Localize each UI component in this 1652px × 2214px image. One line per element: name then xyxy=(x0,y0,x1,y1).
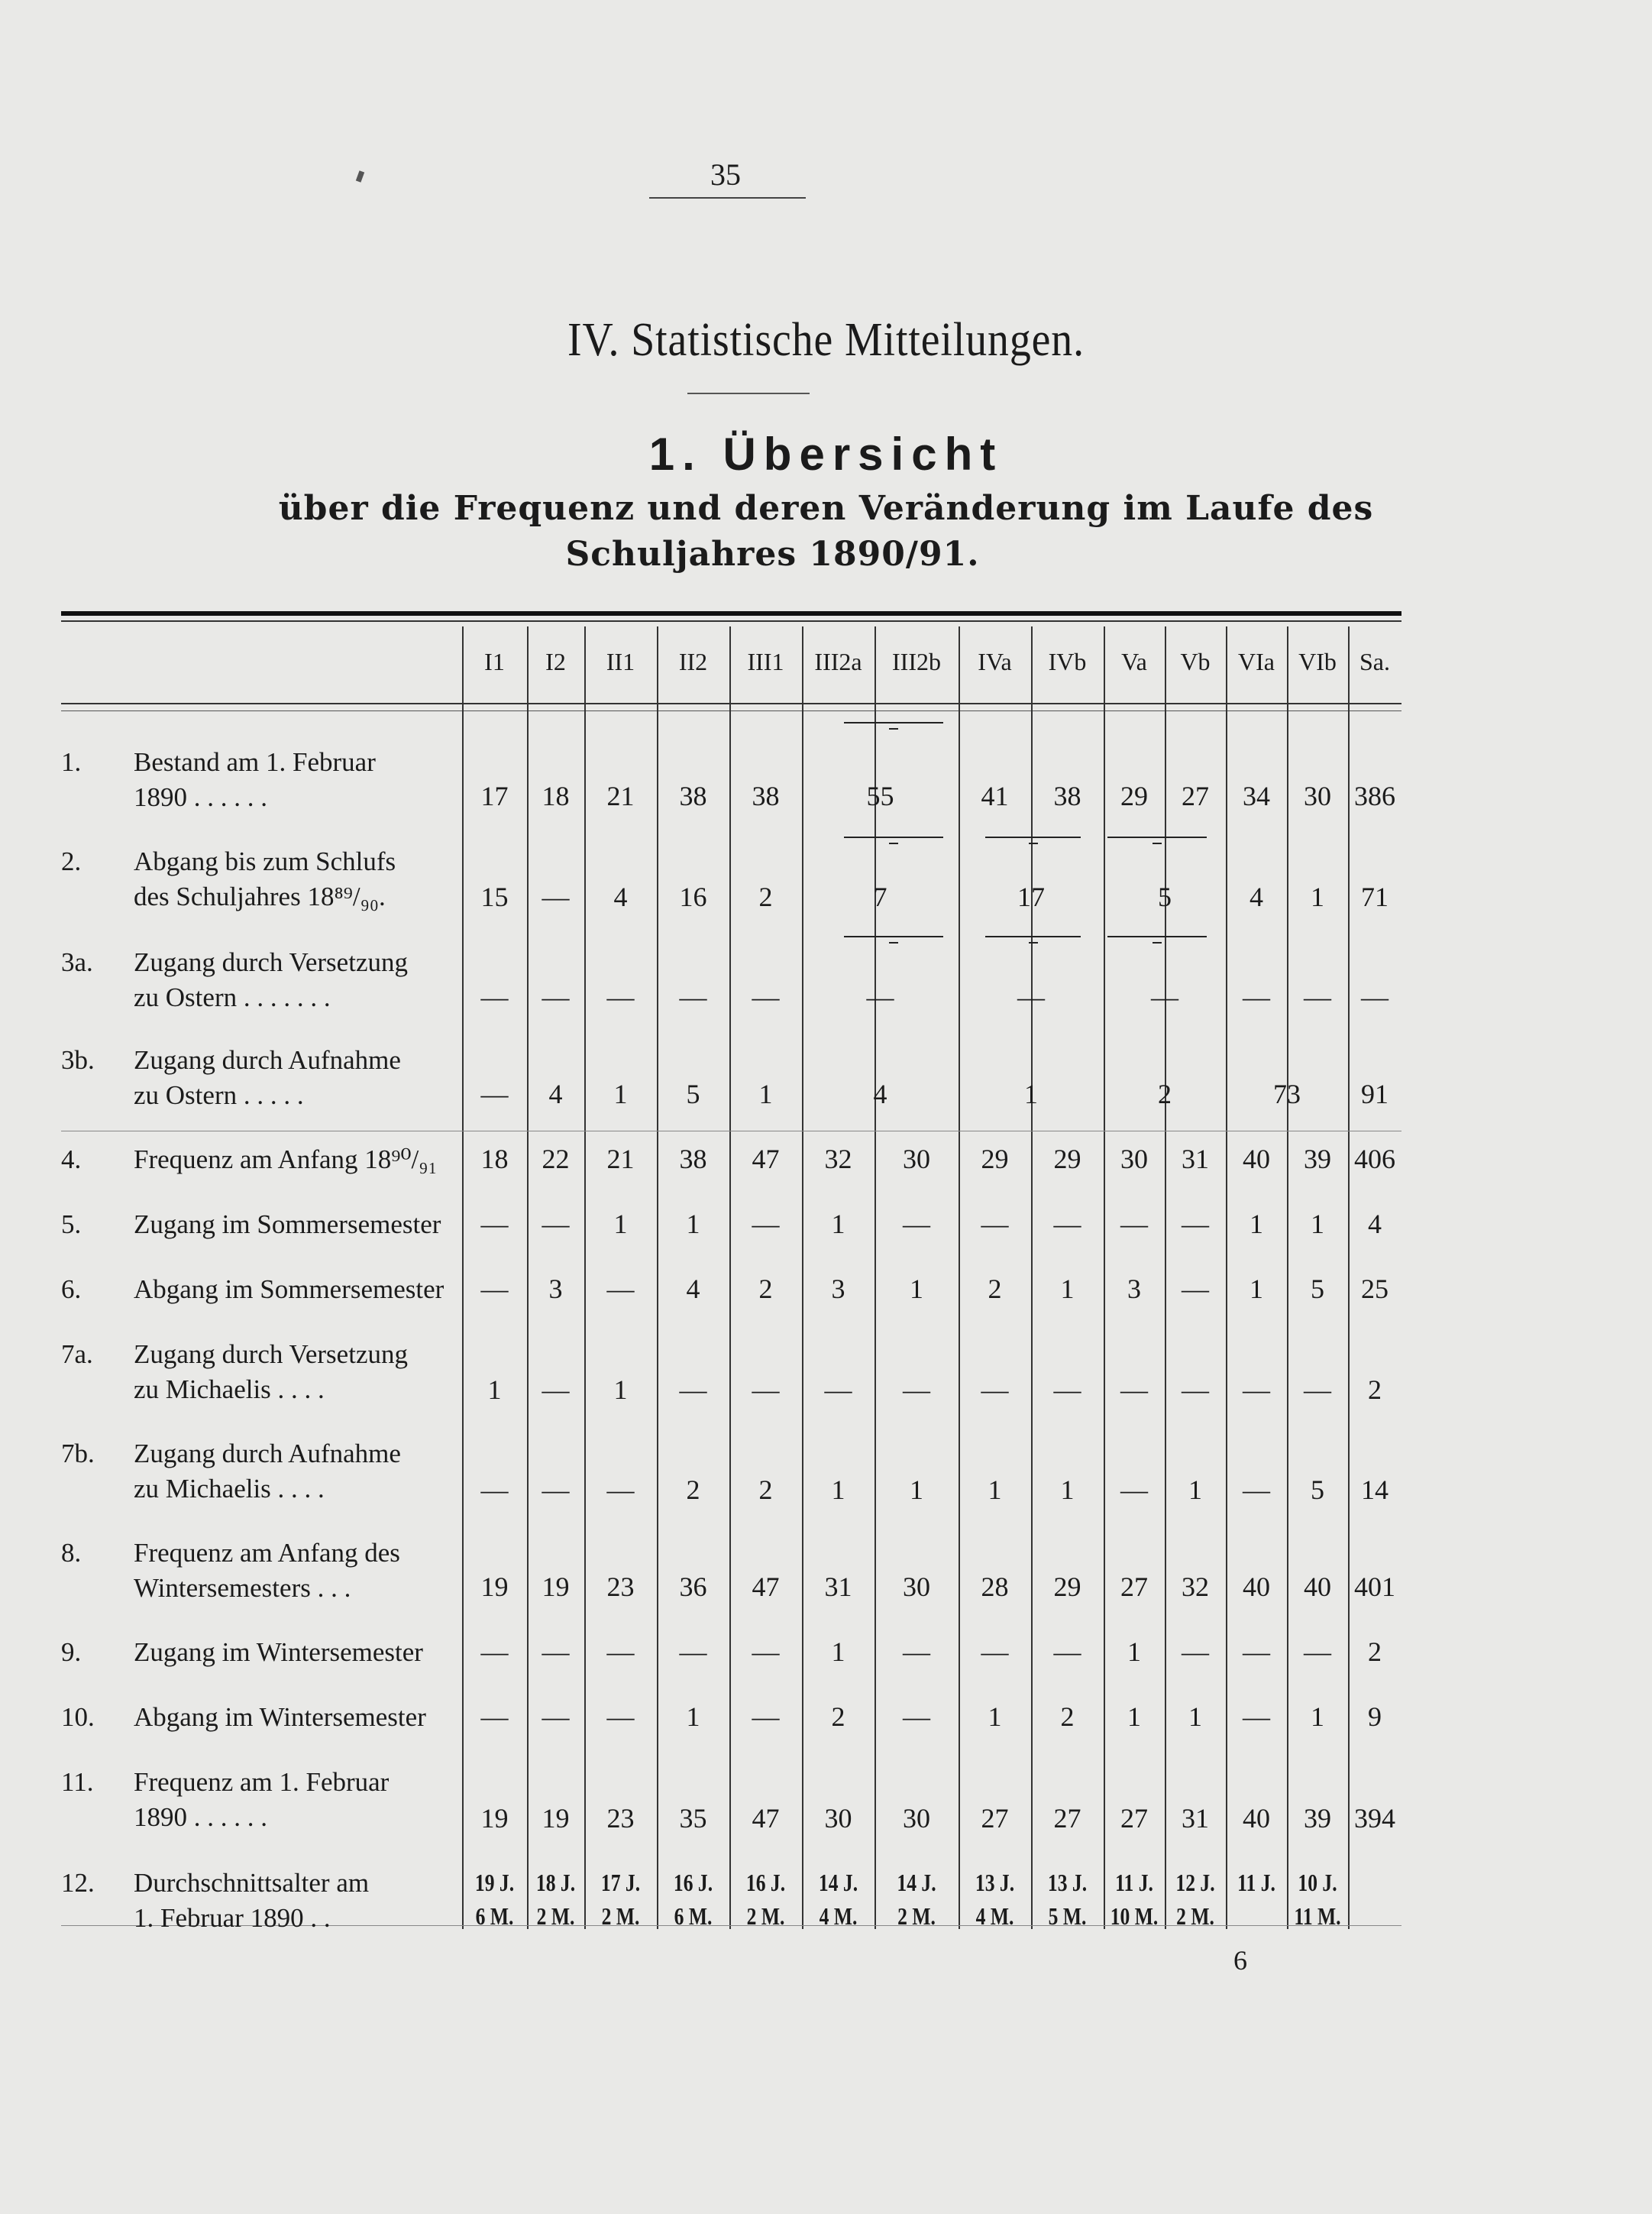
table-cell: 71 xyxy=(1361,882,1389,912)
row-label-line2: des Schuljahres 18⁸⁹/₉₀. xyxy=(134,882,386,911)
column-header: I2 xyxy=(545,648,566,675)
table-cell: — xyxy=(981,1636,1009,1667)
table-cell: 28 xyxy=(981,1571,1009,1602)
row-number: 5. xyxy=(61,1209,82,1239)
table-cell: 39 xyxy=(1304,1803,1331,1834)
row-label-line1: Abgang im Sommersemester xyxy=(134,1274,445,1304)
table-cell: 4 xyxy=(1368,1209,1382,1239)
table-cell: 32 xyxy=(1182,1571,1209,1602)
table-cell: — xyxy=(1304,982,1331,1012)
table-cell: 2 xyxy=(1368,1636,1382,1667)
row-label xyxy=(61,844,396,914)
table-cell: — xyxy=(679,1374,707,1405)
age-cell xyxy=(810,1866,868,1933)
table-cell: — xyxy=(1304,1374,1331,1405)
table-cell: 1 xyxy=(487,1374,502,1405)
row-label-line1: Abgang im Wintersemester xyxy=(134,1702,426,1732)
table-cell: — xyxy=(824,1374,852,1405)
table-cell: — xyxy=(480,982,509,1012)
row-label xyxy=(61,1700,426,1735)
column-header: II1 xyxy=(606,648,635,675)
table-cell: 31 xyxy=(1182,1803,1209,1834)
page-number: 35 xyxy=(710,157,741,192)
table-cell: 23 xyxy=(606,1571,635,1602)
table-cell: — xyxy=(1182,1274,1209,1304)
row-label xyxy=(61,945,408,1015)
table-cell: 91 xyxy=(1361,1079,1389,1109)
age-years: 19 J. xyxy=(474,1869,515,1896)
merge-brace xyxy=(844,722,943,734)
table-cell: 394 xyxy=(1354,1803,1395,1834)
description-line-2: Schuljahres 1890/91. xyxy=(565,535,980,574)
table-cell: 1 xyxy=(1311,882,1324,912)
table-cell: 19 xyxy=(480,1803,509,1834)
row-number: 10. xyxy=(61,1702,95,1732)
table-cell: 30 xyxy=(824,1803,852,1834)
table-cell: — xyxy=(1182,1209,1209,1239)
table-cell: — xyxy=(1120,1209,1148,1239)
table-cell: — xyxy=(679,1636,707,1667)
age-years: 16 J. xyxy=(745,1869,786,1896)
table-cell: 27 xyxy=(981,1803,1009,1834)
table-cell: — xyxy=(606,982,635,1012)
table-cell: — xyxy=(542,882,570,912)
table-cell: 15 xyxy=(480,882,509,912)
age-cell xyxy=(664,1866,723,1933)
table-cell: — xyxy=(542,1474,570,1505)
table-cell: 5 xyxy=(1158,882,1172,912)
table-cell: 19 xyxy=(480,1571,509,1602)
table-cell: — xyxy=(606,1636,635,1667)
table-cell: 29 xyxy=(1053,1144,1081,1174)
table-cell: 4 xyxy=(1250,882,1263,912)
column-header: Sa. xyxy=(1359,648,1390,675)
table-cell: 1 xyxy=(1250,1209,1263,1239)
row-label-line1: Zugang durch Aufnahme xyxy=(134,1045,401,1075)
table-cell: 1 xyxy=(686,1701,700,1732)
age-cell xyxy=(1110,1866,1159,1933)
table-cell: — xyxy=(542,1209,570,1239)
table-cell: 29 xyxy=(981,1144,1009,1174)
row-label-line1: Zugang durch Versetzung xyxy=(134,947,408,977)
table-cell: 1 xyxy=(613,1079,628,1109)
table-cell: 1 xyxy=(1188,1474,1202,1505)
row-number: 7a. xyxy=(61,1339,93,1369)
age-cell xyxy=(592,1866,650,1933)
table-cell: 1 xyxy=(1188,1701,1202,1732)
table-cell: — xyxy=(480,1636,509,1667)
table-cell: 29 xyxy=(1053,1571,1081,1602)
table-cell: 40 xyxy=(1243,1144,1270,1174)
column-header: III2b xyxy=(892,648,941,675)
table-cell: — xyxy=(1243,1374,1270,1405)
row-label xyxy=(61,1866,369,1936)
merge-brace xyxy=(985,936,1081,948)
age-cell xyxy=(1039,1866,1097,1933)
age-years: 12 J. xyxy=(1175,1869,1215,1896)
row-label xyxy=(61,1337,408,1407)
age-months: 4 M. xyxy=(819,1902,858,1930)
table-cell: 40 xyxy=(1243,1803,1270,1834)
header-bottom-rule-thin xyxy=(61,710,1401,711)
table-cell: 1 xyxy=(831,1209,845,1239)
table-cell: — xyxy=(606,1701,635,1732)
table-cell: 30 xyxy=(903,1571,930,1602)
table-cell: 55 xyxy=(866,781,894,811)
table-cell: 47 xyxy=(752,1144,780,1174)
table-cell: 3 xyxy=(831,1274,845,1304)
table-cell: 5 xyxy=(1311,1274,1324,1304)
table-cell: — xyxy=(1182,1374,1209,1405)
row-label-line1: Frequenz am Anfang des xyxy=(134,1538,400,1568)
row-label-line2: Wintersemesters . . . xyxy=(134,1573,351,1603)
table-cell: — xyxy=(903,1701,930,1732)
table-cell: 21 xyxy=(606,1144,635,1174)
table-cell: 386 xyxy=(1354,781,1395,811)
table-cell: 18 xyxy=(480,1144,509,1174)
row-label-line2: 1. Februar 1890 . . xyxy=(134,1903,331,1933)
row-number: 11. xyxy=(61,1767,94,1797)
age-months: 11 M. xyxy=(1294,1902,1341,1930)
table-cell: — xyxy=(542,1701,570,1732)
table-cell: — xyxy=(752,1636,780,1667)
age-cell xyxy=(469,1866,521,1933)
table-cell: — xyxy=(480,1474,509,1505)
table-cell: 38 xyxy=(679,1144,707,1174)
column-header: Va xyxy=(1121,648,1147,675)
table-cell: — xyxy=(480,1274,509,1304)
table-cell: 4 xyxy=(548,1079,563,1109)
row-label-line1: Abgang bis zum Schlufs xyxy=(134,846,396,876)
section-title: IV. Statistische Mitteilungen. xyxy=(567,314,1085,366)
age-years: 17 J. xyxy=(600,1869,641,1896)
age-years: 16 J. xyxy=(673,1869,713,1896)
table-cell: 2 xyxy=(1060,1701,1075,1732)
table-cell: 1 xyxy=(613,1374,628,1405)
table-cell: 3 xyxy=(1127,1274,1141,1304)
table-cell: — xyxy=(480,1079,509,1109)
table-cell: 30 xyxy=(903,1803,930,1834)
table-cell: 30 xyxy=(1304,781,1331,811)
table-cell: — xyxy=(542,1636,570,1667)
table-cell: — xyxy=(606,1474,635,1505)
table-cell: 14 xyxy=(1361,1474,1389,1505)
table-cell: 1 xyxy=(1311,1209,1324,1239)
table-cell: 2 xyxy=(988,1274,1002,1304)
row-number: 9. xyxy=(61,1637,82,1667)
row-label xyxy=(61,745,376,815)
table-cell: — xyxy=(1053,1374,1081,1405)
table-cell: 17 xyxy=(480,781,509,811)
column-header: IVb xyxy=(1048,648,1087,675)
column-header: II2 xyxy=(678,648,708,675)
table-cell: 17 xyxy=(1017,882,1045,912)
table-cell: 1 xyxy=(1024,1079,1038,1109)
row-label-line2: zu Michaelis . . . . xyxy=(134,1474,325,1504)
table-cell: 7 xyxy=(873,882,887,912)
row-label-line2: zu Ostern . . . . . xyxy=(134,1080,304,1110)
column-header: VIa xyxy=(1238,648,1275,675)
table-cell: — xyxy=(903,1209,930,1239)
table-cell: 1 xyxy=(613,1209,628,1239)
age-months: 10 M. xyxy=(1110,1902,1159,1930)
header-bottom-rule xyxy=(61,703,1401,704)
table-cell: 2 xyxy=(686,1474,700,1505)
title-rule xyxy=(687,393,810,394)
row-label-line2: 1890 . . . . . . xyxy=(134,1802,267,1832)
column-header: III2a xyxy=(814,648,862,675)
table-cell: — xyxy=(866,982,894,1012)
merge-brace xyxy=(844,837,943,849)
age-months: 2 M. xyxy=(536,1902,575,1930)
table-cell: 41 xyxy=(981,781,1009,811)
age-cell xyxy=(737,1866,795,1933)
table-cell: 1 xyxy=(910,1474,923,1505)
subsection-title: 1. Übersicht xyxy=(648,429,1004,480)
table-cell: 38 xyxy=(752,781,780,811)
table-cell: 27 xyxy=(1120,1571,1148,1602)
table-cell: 9 xyxy=(1368,1701,1382,1732)
age-years: 18 J. xyxy=(535,1869,576,1896)
age-cell xyxy=(1171,1866,1220,1933)
table-cell: — xyxy=(480,1209,509,1239)
table-cell: 22 xyxy=(542,1144,570,1174)
table-cell: — xyxy=(542,982,570,1012)
table-cell: — xyxy=(1120,1474,1148,1505)
age-months: 2 M. xyxy=(601,1902,640,1930)
table-cell: 406 xyxy=(1354,1144,1395,1174)
table-cell: 16 xyxy=(679,882,707,912)
table-cell: — xyxy=(1304,1636,1331,1667)
table-cell: 40 xyxy=(1243,1571,1270,1602)
table-cell: 47 xyxy=(752,1571,780,1602)
table-cell: — xyxy=(1243,1474,1270,1505)
table-cell: — xyxy=(542,1374,570,1405)
table-cell: — xyxy=(1182,1636,1209,1667)
table-cell: 19 xyxy=(542,1571,570,1602)
table-cell: 5 xyxy=(1311,1474,1324,1505)
table-cell: 25 xyxy=(1361,1274,1389,1304)
row-number: 2. xyxy=(61,846,82,876)
row-label xyxy=(61,1765,389,1835)
table-cell: — xyxy=(1243,1701,1270,1732)
table-cell: 27 xyxy=(1182,781,1209,811)
merge-brace xyxy=(1107,837,1207,849)
row-label xyxy=(61,1043,401,1113)
table-cell: — xyxy=(903,1374,930,1405)
column-header: Vb xyxy=(1180,648,1211,675)
row-label-line1: Frequenz am 1. Februar xyxy=(134,1767,390,1797)
table-cell: 1 xyxy=(1060,1474,1075,1505)
age-years: 10 J. xyxy=(1298,1869,1337,1896)
age-years: 14 J. xyxy=(818,1869,858,1896)
table-cell: 4 xyxy=(686,1274,700,1304)
table-cell: 39 xyxy=(1304,1144,1331,1174)
table-cell: 2 xyxy=(758,1274,773,1304)
column-header: VIb xyxy=(1298,648,1337,675)
table-cell: 1 xyxy=(831,1474,845,1505)
age-years: 13 J. xyxy=(1047,1869,1088,1896)
column-header: IVa xyxy=(978,648,1012,675)
age-months: 6 M. xyxy=(674,1902,713,1930)
table-cell: — xyxy=(752,1374,780,1405)
table-cell: 36 xyxy=(679,1571,707,1602)
table-cell: 4 xyxy=(613,882,628,912)
row-number: 4. xyxy=(61,1144,82,1174)
table-cell: 35 xyxy=(679,1803,707,1834)
table-cell: 19 xyxy=(542,1803,570,1834)
table-cell: — xyxy=(1243,1636,1270,1667)
table-cell: 2 xyxy=(1368,1374,1382,1405)
page-number-rule xyxy=(649,197,806,199)
table-cell: 3 xyxy=(548,1274,563,1304)
age-years: 11 J. xyxy=(1237,1869,1275,1896)
table-cell: 27 xyxy=(1120,1803,1148,1834)
row-label-line1: Zugang durch Aufnahme xyxy=(134,1439,401,1468)
row-label xyxy=(61,1272,444,1307)
row-number: 1. xyxy=(61,747,82,777)
table-cell: 18 xyxy=(542,781,570,811)
row-number: 6. xyxy=(61,1274,82,1304)
table-cell: 40 xyxy=(1304,1571,1331,1602)
age-months: 2 M. xyxy=(897,1902,936,1930)
table-cell: 1 xyxy=(758,1079,773,1109)
row-number: 12. xyxy=(61,1868,95,1898)
ink-speck xyxy=(356,170,364,183)
table-cell: 1 xyxy=(686,1209,700,1239)
row-label-line1: Frequenz am Anfang 18⁹⁰/₉₁ xyxy=(134,1144,438,1174)
row-label-line2: zu Ostern . . . . . . . xyxy=(134,982,331,1012)
age-cell xyxy=(883,1866,950,1933)
table-cell: 31 xyxy=(824,1571,852,1602)
age-years: 14 J. xyxy=(897,1869,936,1896)
table-cell: 32 xyxy=(824,1144,852,1174)
row-label xyxy=(61,1207,441,1242)
table-cell: 1 xyxy=(1060,1274,1075,1304)
description-line-1: über die Frequenz und deren Veränderung im Laufe des xyxy=(278,489,1374,528)
table-top-rule-thin xyxy=(61,620,1401,622)
merge-brace xyxy=(985,837,1081,849)
table-cell: 1 xyxy=(1311,1701,1324,1732)
table-cell: 21 xyxy=(606,781,635,811)
table-cell: — xyxy=(480,1701,509,1732)
row-label-line1: Zugang im Sommersemester xyxy=(134,1209,441,1239)
merge-brace xyxy=(1107,936,1207,948)
table-cell: 47 xyxy=(752,1803,780,1834)
table-cell: 29 xyxy=(1120,781,1148,811)
table-cell: — xyxy=(981,1209,1009,1239)
table-cell: 4 xyxy=(873,1079,887,1109)
table-cell: 34 xyxy=(1243,781,1270,811)
table-cell: 30 xyxy=(903,1144,930,1174)
table-cell: — xyxy=(1053,1209,1081,1239)
table-cell: 38 xyxy=(679,781,707,811)
row-label-line2: zu Michaelis . . . . xyxy=(134,1374,325,1404)
table-cell: 2 xyxy=(1158,1079,1172,1109)
table-cell: 31 xyxy=(1182,1144,1209,1174)
table-cell: 2 xyxy=(831,1701,845,1732)
table-cell: 1 xyxy=(988,1701,1002,1732)
merge-brace xyxy=(844,936,943,948)
table-cell: 23 xyxy=(606,1803,635,1834)
row-label xyxy=(61,1436,401,1507)
row-label-line1: Bestand am 1. Februar xyxy=(134,747,376,777)
table-cell: — xyxy=(1120,1374,1148,1405)
row-label-line2: 1890 . . . . . . xyxy=(134,782,267,812)
table-cell: — xyxy=(1053,1636,1081,1667)
row-label xyxy=(61,1142,438,1177)
table-cell: 27 xyxy=(1053,1803,1081,1834)
age-months: 2 M. xyxy=(746,1902,785,1930)
row-label-line1: Zugang durch Versetzung xyxy=(134,1339,408,1369)
table-cell: — xyxy=(606,1274,635,1304)
table-cell: — xyxy=(981,1374,1009,1405)
row-number: 3a. xyxy=(61,947,93,977)
age-months: 5 M. xyxy=(1048,1902,1087,1930)
age-months: 4 M. xyxy=(975,1902,1014,1930)
row-label xyxy=(61,1635,423,1670)
age-cell xyxy=(1293,1866,1342,1933)
table-cell: — xyxy=(1151,982,1178,1012)
table-cell: — xyxy=(1243,982,1270,1012)
table-cell: 2 xyxy=(758,1474,773,1505)
row-label-line1: Zugang im Wintersemester xyxy=(134,1637,423,1667)
age-months: 2 M. xyxy=(1176,1902,1214,1930)
table-top-rule xyxy=(61,611,1401,616)
row-number: 3b. xyxy=(61,1045,95,1075)
age-years: 11 J. xyxy=(1115,1869,1153,1896)
row-label xyxy=(61,1536,400,1606)
table-cell: 30 xyxy=(1120,1144,1148,1174)
table-cell: — xyxy=(903,1636,930,1667)
table-cell: 1 xyxy=(1250,1274,1263,1304)
table-cell: 401 xyxy=(1354,1571,1395,1602)
table-cell: 73 xyxy=(1273,1079,1301,1109)
row-number: 8. xyxy=(61,1538,82,1568)
row-label-line1: Durchschnittsalter am xyxy=(134,1868,370,1898)
table-cell: — xyxy=(752,1209,780,1239)
table-cell: — xyxy=(1017,982,1045,1012)
table-cell: 1 xyxy=(1127,1701,1141,1732)
table-cell: 1 xyxy=(831,1636,845,1667)
age-cell xyxy=(533,1866,579,1933)
column-header: III1 xyxy=(747,648,784,675)
table-cell: 5 xyxy=(686,1079,700,1109)
age-cell xyxy=(966,1866,1024,1933)
table-cell: 2 xyxy=(758,882,773,912)
table-cell: — xyxy=(1361,982,1389,1012)
footer-mark: 6 xyxy=(1233,1945,1247,1976)
table-cell: — xyxy=(679,982,707,1012)
column-header: I1 xyxy=(484,648,505,675)
table-cell: 38 xyxy=(1053,781,1081,811)
age-cell xyxy=(1232,1866,1281,1899)
age-months: 6 M. xyxy=(475,1902,514,1930)
table-cell: 1 xyxy=(910,1274,923,1304)
table-cell: 1 xyxy=(1127,1636,1141,1667)
table-cell: — xyxy=(752,1701,780,1732)
table-cell: 1 xyxy=(988,1474,1002,1505)
age-years: 13 J. xyxy=(975,1869,1015,1896)
row-number: 7b. xyxy=(61,1439,95,1468)
table-cell: — xyxy=(752,982,780,1012)
